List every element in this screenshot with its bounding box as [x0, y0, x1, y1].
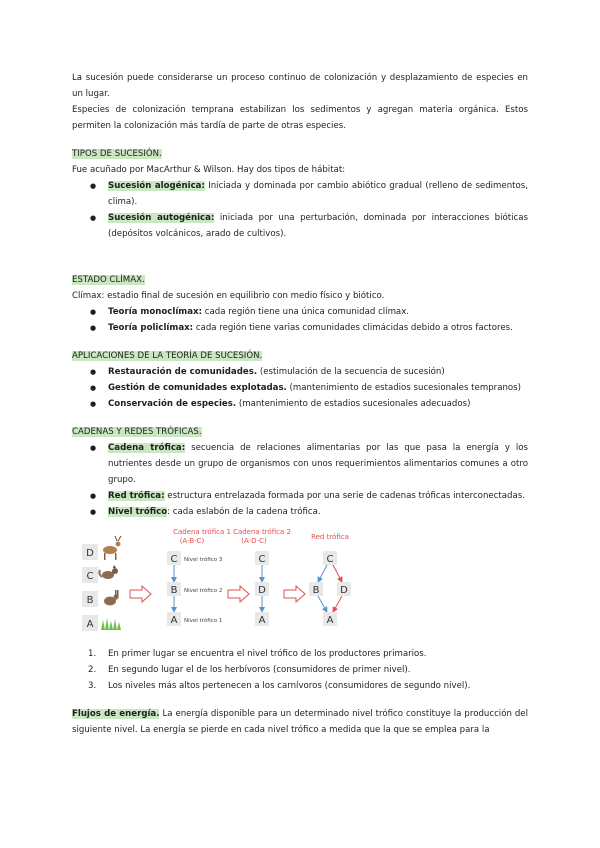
chain1-node-b: [167, 582, 181, 596]
letter-box-c: [82, 567, 98, 583]
list-item: ● Teoría monoclímax: cada región tiene una única comunidad clímax.: [72, 304, 528, 320]
levels-list: [72, 646, 528, 694]
intro-paragraph-1: La sucesión puede considerarse un proceso continuo de colonización y desplazamiento de especies en un lugar.: [72, 73, 528, 99]
list-item: 1. En primer lugar se encuentra el nivel trófico de los productores primarios.: [88, 649, 427, 659]
rabbit-icon: [104, 590, 119, 606]
chain2-node-c: [255, 551, 269, 565]
level3-label: Nivel trófico 3: [184, 557, 223, 563]
svg-text:C: C: [258, 554, 266, 565]
letter-box-a: [82, 615, 98, 631]
level1-label: Nivel trófico 1: [184, 618, 223, 624]
grass-icon: [101, 618, 121, 630]
transition-arrow: [130, 586, 151, 602]
climax-text: Clímax: estadio final de sucesión en equilibrio con medio físico y biótico.: [72, 291, 385, 301]
tipos-heading: TIPOS DE SUCESIÓN.: [72, 149, 162, 159]
svg-text:D: D: [86, 548, 94, 559]
tipos-text: Fue acuñado por MacArthur & Wilson. Hay dos tipos de hábitat:: [72, 165, 346, 175]
svg-text:C: C: [326, 554, 334, 565]
letter-box-b: [82, 591, 98, 607]
cadenas-heading: CADENAS Y REDES TRÓFICAS.: [72, 427, 202, 437]
svg-text:A: A: [258, 615, 266, 626]
trophic-diagram: [72, 524, 528, 644]
svg-text:A: A: [170, 615, 178, 626]
climax-list: [72, 304, 528, 336]
chain2-title: Cadena trófica 2: [233, 528, 291, 536]
list-item: ● Conservación de especies. (mantenimiento de estadios sucesionales adecuados): [72, 396, 528, 412]
list-item: ● Gestión de comunidades explotadas. (mantenimiento de estadios sucesionales tempranos): [72, 380, 528, 396]
svg-text:A: A: [86, 619, 94, 630]
intro-paragraph-2: Especies de colonización temprana estabilizan los sedimentos y agregan materia orgánica. Estos permiten la colonización más tardía de parte de otras especies.: [72, 105, 528, 131]
document-page: [72, 70, 528, 738]
chain1-title: Cadena trófica 1: [173, 528, 231, 536]
svg-text:B: B: [170, 585, 178, 596]
deer-icon: [103, 536, 121, 560]
web-node-d: [337, 582, 351, 596]
tipos-list: [72, 178, 528, 242]
aplicaciones-heading: APLICACIONES DE LA TEORÍA DE SUCESIÓN.: [72, 351, 263, 361]
list-item: ● Teoría policlímax: cada región tiene varias comunidades climácidas debido a otros factores.: [72, 320, 528, 336]
svg-text:D: D: [258, 585, 266, 596]
svg-text:C: C: [86, 571, 94, 582]
chain1-node-a: [167, 612, 181, 626]
letter-box-d: [82, 544, 98, 560]
svg-text:D: D: [340, 585, 348, 596]
level2-label: Nivel trófico 2: [184, 588, 223, 594]
aplicaciones-list: [72, 364, 528, 412]
web-node-a: [323, 612, 337, 626]
svg-text:C: C: [170, 554, 178, 565]
climax-heading: ESTADO CLÍMAX.: [72, 275, 145, 285]
transition-arrow: [284, 586, 305, 602]
list-item: ● Restauración de comunidades. (estimulación de la secuencia de sucesión): [72, 364, 528, 380]
transition-arrow: [228, 586, 249, 602]
list-item: ● Sucesión alogénica: Iniciada y dominada por cambio abiótico gradual (relleno de sedimentos, clima).: [72, 178, 528, 210]
flujos-paragraph: Flujos de energía. La energía disponible para un determinado nivel trófico constituye la producción del siguiente nivel. La energía se pierde en cada nivel trófico a medida que la que se emplea para la: [72, 709, 528, 735]
list-item: ● Red trófica: estructura entrelazada formada por una serie de cadenas tróficas interconectadas.: [72, 488, 528, 504]
svg-text:B: B: [86, 595, 94, 606]
list-item: 3. Los niveles más altos pertenecen a los carnívoros (consumidores de segundo nivel).: [88, 681, 471, 691]
list-item: ● Sucesión autogénica: iniciada por una perturbación, dominada por interacciones bióticas (depósitos volcánicos, arado de cultivos).: [72, 210, 528, 242]
chain2-node-a: [255, 612, 269, 626]
list-item: ● Cadena trófica: secuencia de relaciones alimentarias por las que pasa la energía y los nutrientes desde un grupo de organismos con unos requerimientos alimentarios comunes a otro grupo.: [72, 440, 528, 488]
svg-text:B: B: [312, 585, 320, 596]
list-item: 2. En segundo lugar el de los herbívoros (consumidores de primer nivel).: [88, 665, 411, 675]
chain1-node-c: [167, 551, 181, 565]
web-title: Red trófica: [311, 533, 349, 541]
list-item: ● Nivel trófico: cada eslabón de la cadena trófica.: [72, 504, 528, 520]
fox-icon: [99, 565, 118, 579]
web-node-b: [309, 582, 323, 596]
svg-text:A: A: [326, 615, 334, 626]
chain1-subtitle: (A-B-C): [179, 537, 205, 545]
web-node-c: [323, 551, 337, 565]
chain2-subtitle: (A-D-C): [241, 537, 267, 545]
chain2-node-d: [255, 582, 269, 596]
cadenas-list: [72, 440, 528, 520]
